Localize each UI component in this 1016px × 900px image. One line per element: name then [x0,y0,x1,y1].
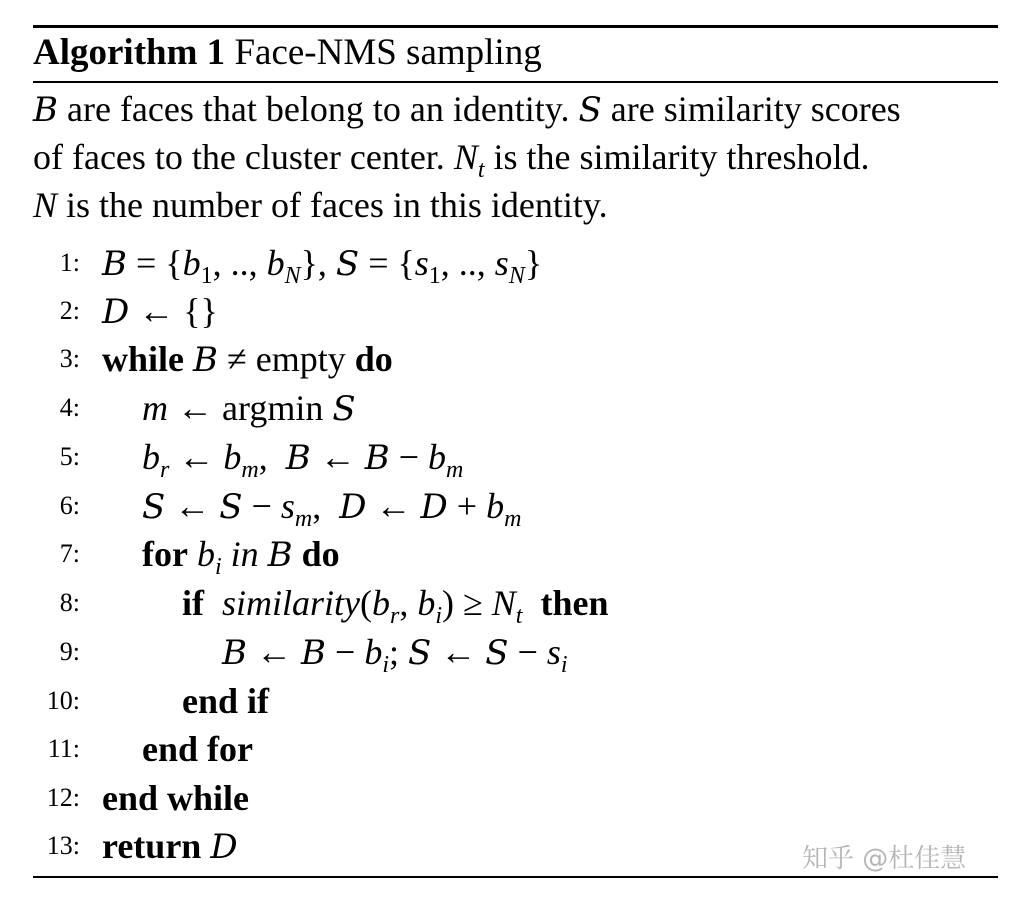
algorithm-name: Face-NMS sampling [234,32,542,73]
algorithm-line-5 [0,433,1016,481]
line-number: 13: [46,831,80,860]
line-number: 7: [59,539,80,568]
line-number: 8: [59,588,80,617]
title-rule [33,81,998,83]
line-number: 4: [59,393,80,422]
line-number: 9: [59,637,80,666]
algorithm-line-9 [0,628,1016,676]
line-code: D ← {} [102,291,218,332]
algorithm-line-7 [0,530,1016,578]
line-code: if $similarity(b_r$, $b_i) \ge N_t$ then [182,583,609,629]
line-number: 1: [59,248,80,277]
algorithm-line-8 [0,579,1016,627]
keyword-for: for [142,534,188,574]
line-number: 6: [59,491,80,520]
symbol-n: N [33,185,58,225]
watermark: 知乎 @杜佳慧 [802,844,967,874]
keyword-then: then [540,583,609,623]
algorithm-line-10 [0,677,1016,725]
keyword-end-if: end if [182,681,270,721]
description-line-2: of faces to the cluster center. $N_t$ is the similarity threshold. [33,137,870,183]
keyword-end-while: end while [102,778,250,818]
keyword-do: do [354,339,393,379]
line-code: $B = \{b_1$, .., $b_N$}, $S = \{s_1$, .., $s_N$} [102,243,543,289]
line-code: while B ≠ empty do [102,339,393,380]
line-code: for $b_i$ in B do [142,534,340,580]
top-rule [33,25,998,28]
line-code: $b_r$ ← $b_m$, B ← $B - b_m$ [142,437,464,483]
line-number: 3: [59,344,80,373]
algorithm-title [33,30,542,76]
description-line-1: B are faces that belong to an identity. S are similarity scores [33,89,901,130]
algorithm-line-4 [0,384,1016,432]
keyword-while: while [102,339,185,379]
keyword-do: do [301,534,340,574]
algorithm-line-6 [0,482,1016,530]
line-number: 12: [46,783,80,812]
algorithm-line-12 [0,774,1016,822]
line-number: 5: [59,442,80,471]
symbol-s-set: S [578,90,602,130]
algorithm-line-3 [0,335,1016,383]
line-number: 2: [59,296,80,325]
line-code: return D [102,826,238,867]
line-number: 10: [46,686,80,715]
symbol-n-t: $N_t$ [453,137,485,183]
bottom-rule [33,876,998,878]
keyword-return: return [102,826,202,866]
keyword-if: if [182,583,204,623]
algorithm-line-2 [0,287,1016,335]
line-code: B ← $B - b_i$; S ← $S - s_i$ [222,632,568,678]
keyword-end-for: end for [142,729,253,769]
line-code: m ← argmin S [142,388,356,429]
algorithm-line-11 [0,725,1016,773]
description-line-3: N is the number of faces in this identity. [33,185,608,225]
line-code: S ← $S - s_m$, D ← $D + b_m$ [142,486,522,532]
symbol-b-set: B [33,90,58,130]
algorithm-line-1 [0,239,1016,287]
algorithm-label: Algorithm 1 [33,32,226,73]
line-number: 11: [47,734,80,763]
